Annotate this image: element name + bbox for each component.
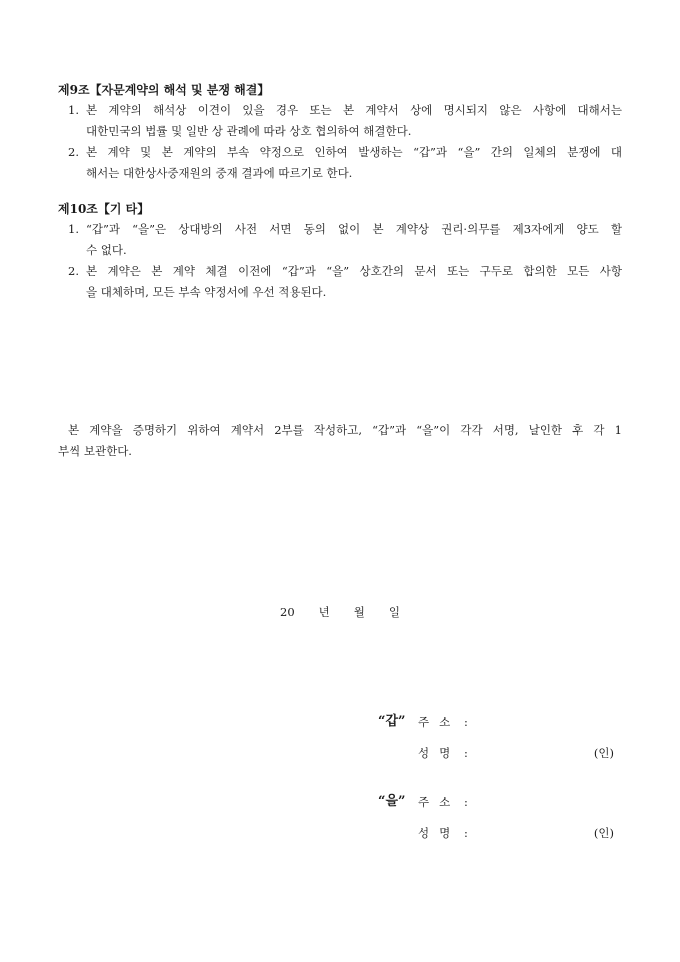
clause-text-line: 수 없다. [86, 243, 127, 257]
date-year-prefix: 20 [280, 605, 295, 619]
colon: : [464, 795, 468, 809]
clause-text-line: 대한민국의 법률 및 일반 상 관례에 따라 상호 협의하여 해결한다. [86, 124, 412, 138]
name-label: 성명 [418, 746, 461, 760]
address-label: 주소 [418, 715, 461, 729]
article-10-clause-1 [58, 219, 622, 261]
party-b-name-row [378, 823, 618, 843]
clause-number: 1. [68, 103, 79, 117]
clause-text-line: 본 계약 및 본 계약의 부속 약정으로 인하여 발생하는 “갑”과 “을” 간의 일체의 분쟁에 대 [86, 145, 622, 159]
party-b-block [378, 792, 618, 843]
colon: : [464, 746, 468, 760]
clause-text-line: 해서는 대한상사중재원의 중재 결과에 따르기로 한다. [86, 166, 353, 180]
clause-text-line: 을 대체하며, 모든 부속 약정서에 우선 적용된다. [86, 285, 327, 299]
address-label: 주소 [418, 795, 461, 809]
date-month-label: 월 [353, 605, 365, 619]
statement-line-1: 본 계약을 증명하기 위하여 계약서 2부를 작성하고, “갑”과 “을”이 각각 서명, 날인한 후 각 1 [68, 423, 622, 437]
colon: : [464, 826, 468, 840]
clause-number: 1. [68, 222, 79, 236]
party-a-address-row [378, 712, 618, 732]
clause-text-line: 본 계약의 해석상 이견이 있을 경우 또는 본 계약서 상에 명시되지 않은 사항에 대해서는 [86, 103, 622, 117]
article-9-clause-2 [58, 142, 622, 184]
date-day-label: 일 [388, 605, 400, 619]
party-a-name-row [378, 743, 618, 763]
party-a-block [378, 712, 618, 763]
clause-number: 2. [68, 145, 79, 159]
article-9 [58, 80, 622, 184]
article-10-clause-2 [58, 261, 622, 303]
clause-text-line: “갑”과 “을”은 상대방의 사전 서면 동의 없이 본 계약상 권리·의무를 제3자에게 양도 할 [86, 222, 622, 236]
party-a-label: “갑” [378, 714, 406, 729]
article-10-title: 제10조【기 타】 [58, 202, 150, 216]
article-9-clause-1 [58, 100, 622, 142]
party-b-address-row [378, 792, 618, 812]
statement-line-2: 부씩 보관한다. [58, 444, 132, 458]
seal-mark: (인) [593, 746, 614, 760]
clause-number: 2. [68, 264, 79, 278]
article-10 [58, 199, 622, 303]
name-label: 성명 [418, 826, 461, 840]
party-b-label: “을” [378, 794, 406, 809]
date-year-label: 년 [318, 605, 330, 619]
seal-mark: (인) [593, 826, 614, 840]
signing-date [280, 603, 400, 621]
article-9-title: 제9조【자문계약의 해석 및 분쟁 해결】 [58, 83, 270, 97]
colon: : [464, 715, 468, 729]
clause-text-line: 본 계약은 본 계약 체결 이전에 “갑”과 “을” 상호간의 문서 또는 구두로 합의한 모든 사항 [86, 264, 622, 278]
closing-statement [58, 420, 622, 462]
